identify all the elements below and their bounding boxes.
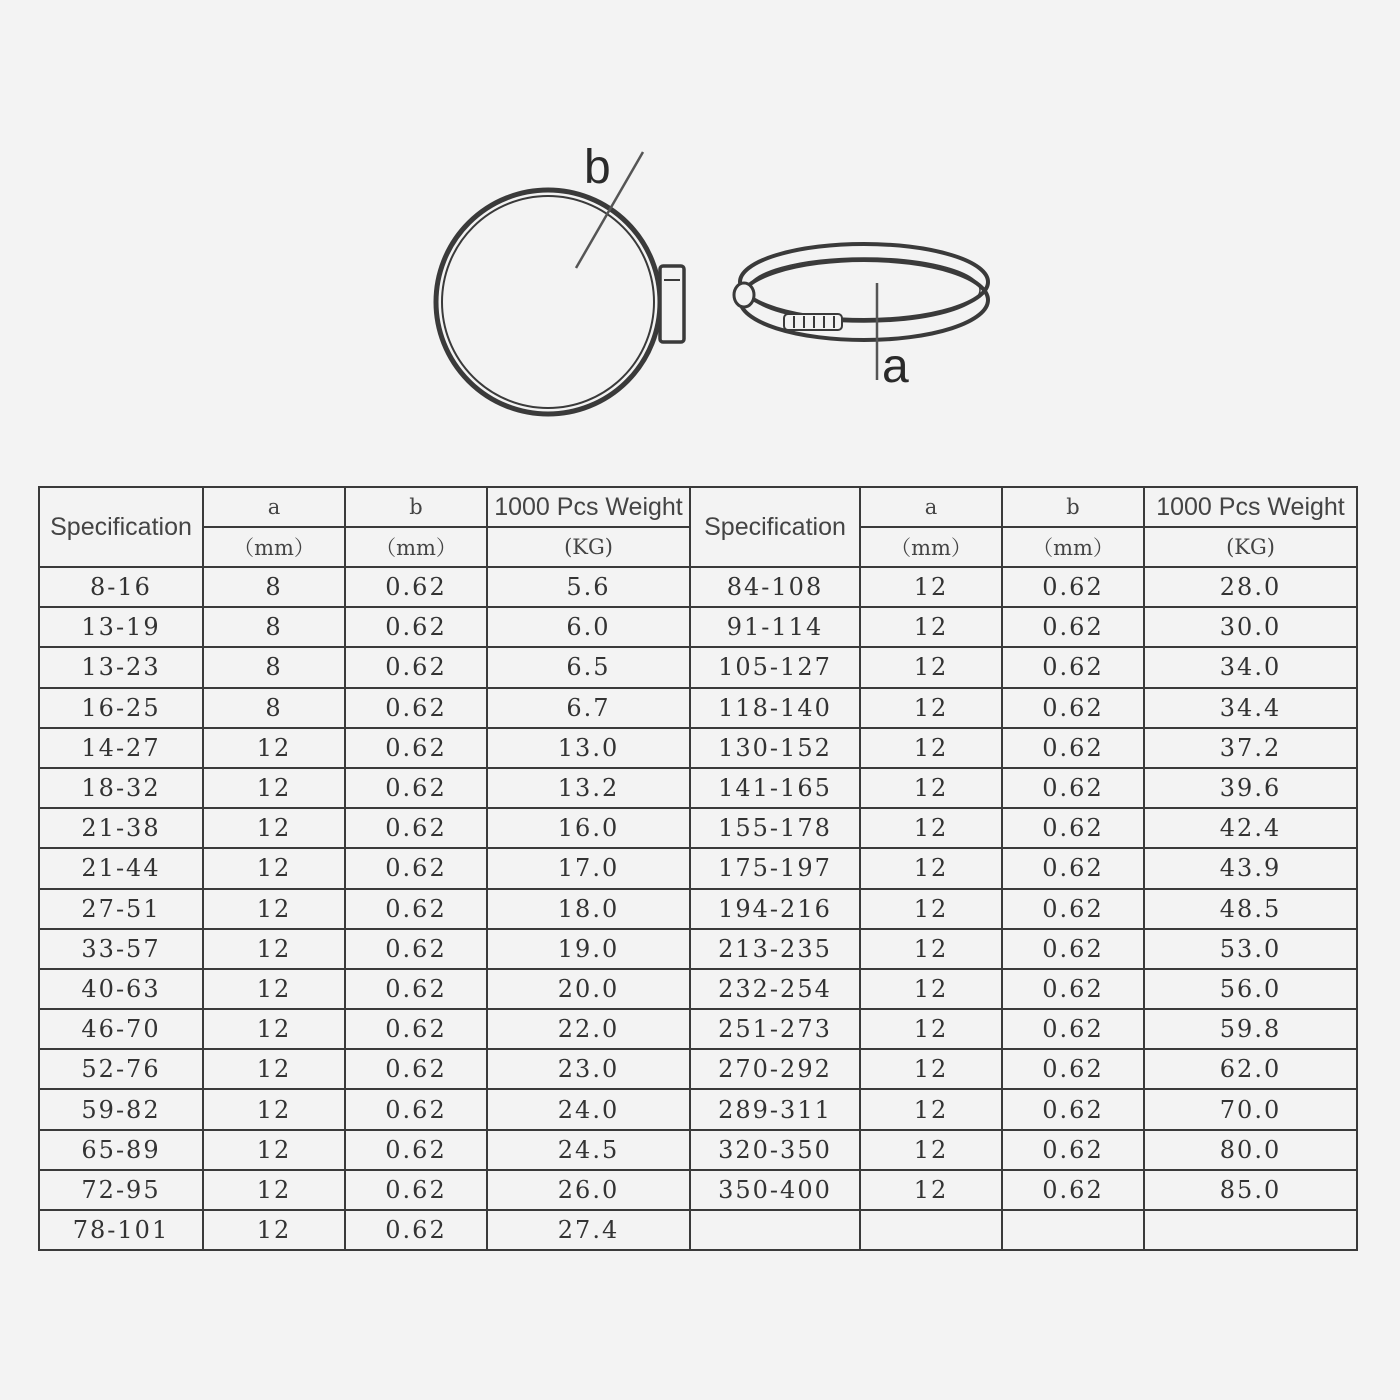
table-cell-right: 56.0 [1144,969,1357,1009]
header-weight-left: 1000 Pcs Weight [487,487,690,527]
table-cell-left: 22.0 [487,1009,690,1049]
table-row [39,889,1357,929]
table-cell-right: 0.62 [1002,1170,1144,1210]
table-row [39,688,1357,728]
table-cell-right: 84-108 [690,567,860,607]
table-cell-left: 16.0 [487,808,690,848]
table-cell-right: 213-235 [690,929,860,969]
unit-b-right: （mm） [1002,527,1144,567]
table-cell-right: 12 [860,1170,1002,1210]
table-cell-right: 12 [860,808,1002,848]
table-header-row [39,487,1357,527]
table-cell-left: 46-70 [39,1009,203,1049]
table-row [39,848,1357,888]
table-cell-right: 85.0 [1144,1170,1357,1210]
table-cell-left: 0.62 [345,688,487,728]
table-cell-left: 0.62 [345,768,487,808]
table-cell-right: 175-197 [690,848,860,888]
table-cell-left: 0.62 [345,808,487,848]
table-cell-right: 0.62 [1002,929,1144,969]
table-cell-right: 12 [860,969,1002,1009]
label-a: a [882,340,909,393]
table-cell-left: 0.62 [345,929,487,969]
table-cell-left: 0.62 [345,607,487,647]
table-cell-left: 27-51 [39,889,203,929]
table-cell-left: 59-82 [39,1089,203,1129]
table-cell-right: 91-114 [690,607,860,647]
table-cell-right: 141-165 [690,768,860,808]
table-cell-right [1002,1210,1144,1250]
table-cell-left: 0.62 [345,1210,487,1250]
table-cell-right: 0.62 [1002,969,1144,1009]
table-cell-left: 12 [203,848,345,888]
table-cell-right: 37.2 [1144,728,1357,768]
table-cell-right: 70.0 [1144,1089,1357,1129]
table-row [39,728,1357,768]
table-cell-right: 118-140 [690,688,860,728]
table-cell-left: 0.62 [345,1089,487,1129]
table-row [39,647,1357,687]
clamp-front-view [436,152,684,414]
table-cell-right: 12 [860,889,1002,929]
table-cell-right: 105-127 [690,647,860,687]
table-row [39,607,1357,647]
table-cell-left: 0.62 [345,1170,487,1210]
table-row [39,1089,1357,1129]
table-cell-right: 0.62 [1002,1089,1144,1129]
table-cell-right: 12 [860,647,1002,687]
table-cell-left: 5.6 [487,567,690,607]
header-weight-right: 1000 Pcs Weight [1144,487,1357,527]
table-cell-left: 23.0 [487,1049,690,1089]
table-cell-left: 21-44 [39,848,203,888]
table-cell-left: 12 [203,1009,345,1049]
table-cell-right: 34.4 [1144,688,1357,728]
table-cell-left: 8 [203,647,345,687]
table-cell-left: 0.62 [345,567,487,607]
table-cell-left: 0.62 [345,647,487,687]
table-cell-left: 8 [203,567,345,607]
table-row [39,768,1357,808]
table-cell-right: 28.0 [1144,567,1357,607]
table-row [39,1130,1357,1170]
table-cell-left: 12 [203,1170,345,1210]
table-cell-right: 12 [860,688,1002,728]
table-cell-left: 14-27 [39,728,203,768]
table-cell-right: 39.6 [1144,768,1357,808]
table-cell-left: 21-38 [39,808,203,848]
table-cell-right: 59.8 [1144,1009,1357,1049]
table-cell-left: 0.62 [345,848,487,888]
clamp-illustration [0,0,1400,470]
table-cell-right: 0.62 [1002,768,1144,808]
header-a-left: a [203,487,345,527]
table-cell-right: 12 [860,567,1002,607]
table-cell-right: 12 [860,1089,1002,1129]
table-cell-left: 12 [203,889,345,929]
table-cell-left: 8-16 [39,567,203,607]
table-cell-left: 13.2 [487,768,690,808]
table-cell-right: 0.62 [1002,567,1144,607]
table-cell-left: 0.62 [345,1130,487,1170]
table-cell-right: 270-292 [690,1049,860,1089]
table-cell-right: 0.62 [1002,607,1144,647]
table-cell-right: 320-350 [690,1130,860,1170]
table-cell-right: 0.62 [1002,1130,1144,1170]
table-cell-right: 80.0 [1144,1130,1357,1170]
header-b-left: b [345,487,487,527]
unit-weight-right: (KG) [1144,527,1357,567]
table-cell-left: 8 [203,688,345,728]
table-cell-right: 0.62 [1002,848,1144,888]
table-cell-right: 12 [860,607,1002,647]
unit-a-left: （mm） [203,527,345,567]
table-cell-left: 27.4 [487,1210,690,1250]
table-cell-right [860,1210,1002,1250]
table-row [39,929,1357,969]
table-cell-left: 16-25 [39,688,203,728]
table-cell-right: 350-400 [690,1170,860,1210]
table-row [39,567,1357,607]
table-cell-right: 0.62 [1002,1049,1144,1089]
table-cell-left: 6.7 [487,688,690,728]
table-cell-right: 232-254 [690,969,860,1009]
table-cell-left: 52-76 [39,1049,203,1089]
table-cell-left: 17.0 [487,848,690,888]
table-cell-right: 0.62 [1002,728,1144,768]
table-cell-left: 24.0 [487,1089,690,1129]
table-cell-right: 0.62 [1002,688,1144,728]
table-cell-right: 12 [860,1009,1002,1049]
table-cell-left: 8 [203,607,345,647]
unit-b-left: （mm） [345,527,487,567]
table-cell-right: 34.0 [1144,647,1357,687]
table-cell-right: 43.9 [1144,848,1357,888]
table-cell-left: 0.62 [345,1009,487,1049]
table-cell-right: 0.62 [1002,647,1144,687]
table-cell-right: 194-216 [690,889,860,929]
table-cell-left: 78-101 [39,1210,203,1250]
table-cell-left: 0.62 [345,969,487,1009]
table-cell-left: 19.0 [487,929,690,969]
table-cell-right: 12 [860,1130,1002,1170]
table-cell-right: 62.0 [1144,1049,1357,1089]
table-cell-left: 0.62 [345,728,487,768]
table-row [39,808,1357,848]
table-cell-left: 12 [203,768,345,808]
table-cell-left: 12 [203,969,345,1009]
table-cell-right: 12 [860,848,1002,888]
clamp-diagram [0,0,1400,470]
table-cell-left: 13.0 [487,728,690,768]
table-cell-right [690,1210,860,1250]
table-cell-right: 251-273 [690,1009,860,1049]
label-b: b [584,141,611,194]
header-spec-left: Specification [39,487,203,567]
table-row [39,1049,1357,1089]
table-cell-left: 6.5 [487,647,690,687]
table-cell-left: 24.5 [487,1130,690,1170]
clamp-side-view [734,244,988,380]
unit-weight-left: (KG) [487,527,690,567]
table-cell-left: 12 [203,1130,345,1170]
table-cell-left: 12 [203,929,345,969]
table-cell-right: 42.4 [1144,808,1357,848]
table-cell-right: 12 [860,929,1002,969]
table-cell-right: 12 [860,728,1002,768]
table-cell-left: 18-32 [39,768,203,808]
table-cell-right: 0.62 [1002,808,1144,848]
table-cell-left: 12 [203,728,345,768]
table-cell-left: 12 [203,808,345,848]
table-cell-right: 48.5 [1144,889,1357,929]
table-body [39,567,1357,1250]
table-cell-left: 0.62 [345,889,487,929]
table-cell-right: 12 [860,1049,1002,1089]
table-row [39,1009,1357,1049]
table-cell-right: 53.0 [1144,929,1357,969]
table-cell-right [1144,1210,1357,1250]
table-cell-right: 12 [860,768,1002,808]
table-cell-right: 130-152 [690,728,860,768]
table-cell-right: 289-311 [690,1089,860,1129]
table-cell-right: 30.0 [1144,607,1357,647]
table-cell-left: 26.0 [487,1170,690,1210]
table-row [39,969,1357,1009]
table-cell-left: 13-23 [39,647,203,687]
header-spec-right: Specification [690,487,860,567]
table-cell-left: 0.62 [345,1049,487,1089]
table-cell-left: 12 [203,1049,345,1089]
table-cell-left: 33-57 [39,929,203,969]
unit-a-right: （mm） [860,527,1002,567]
table-cell-left: 65-89 [39,1130,203,1170]
table-cell-left: 13-19 [39,607,203,647]
table-cell-right: 0.62 [1002,1009,1144,1049]
table-cell-left: 20.0 [487,969,690,1009]
table-cell-right: 0.62 [1002,889,1144,929]
table-cell-left: 6.0 [487,607,690,647]
table-cell-left: 18.0 [487,889,690,929]
table-cell-right: 155-178 [690,808,860,848]
header-b-right: b [1002,487,1144,527]
table-cell-left: 72-95 [39,1170,203,1210]
table-cell-left: 12 [203,1210,345,1250]
table-row [39,1170,1357,1210]
table-row [39,1210,1357,1250]
table-cell-left: 12 [203,1089,345,1129]
spec-table [38,486,1358,1251]
header-a-right: a [860,487,1002,527]
table-cell-left: 40-63 [39,969,203,1009]
